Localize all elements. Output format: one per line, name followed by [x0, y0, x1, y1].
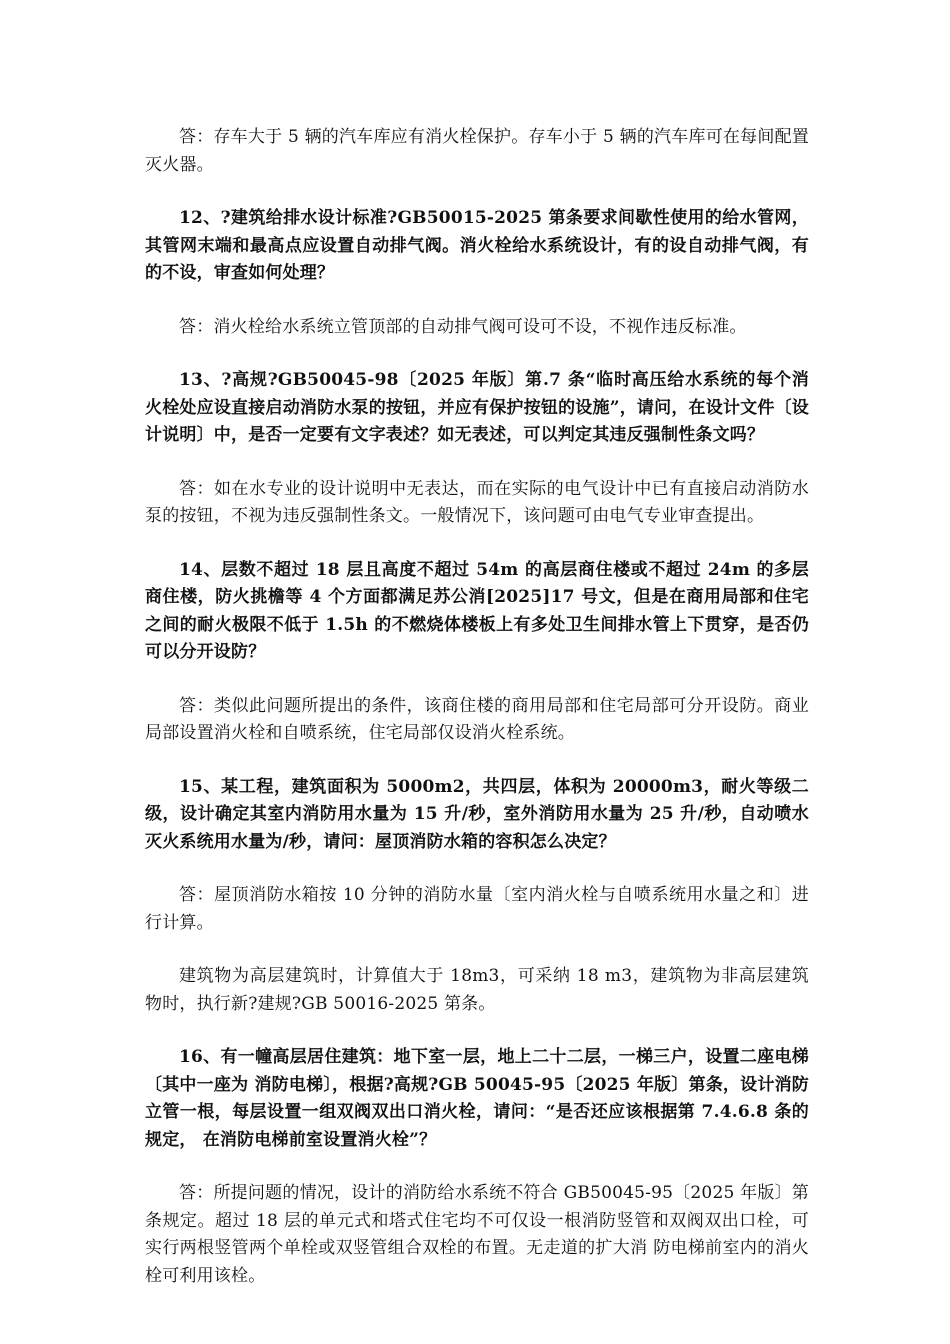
- question-paragraph-16: 16、有一幢高层居住建筑：地下室一层，地上二十二层，一梯三户，设置二座电梯〔其中一座为 消防电梯〕，根据?高规?GB 50045-95〔2025 年版〕第条，设计消防立管一根，每层设置一组双阀双出口消火栓，请问：“是否还应该根据第 7.4.6.8 条的规定， 在消防电梯前室设置消火栓”？: [145, 1047, 809, 1150]
- answer-paragraph-12: 答：消火栓给水系统立管顶部的自动排气阀可设可不设，不视作违反标准。: [179, 316, 747, 337]
- answer-paragraph: 答：存车大于 5 辆的汽车库应有消火栓保护。存车小于 5 辆的汽车库可在每间配置灭火器。: [145, 127, 809, 175]
- answer-paragraph-15: 答：屋顶消防水箱按 10 分钟的消防水量〔室内消火栓与自喷系统用水量之和〕进行计算。: [145, 885, 809, 933]
- question-paragraph-13: 13、?高规?GB50045-98〔2025 年版〕第.7 条“临时高压给水系统的每个消火栓处应设直接启动消防水泵的按钮，并应有保护按钮的设施”，请问，在设计文件〔设计说明〕中，是否一定要有文字表述？如无表述，可以判定其违反强制性条文吗？: [145, 370, 809, 445]
- answer-paragraph-16: 答：所提问题的情况，设计的消防给水系统不符合 GB50045-95〔2025 年版〕第 条规定。超过 18 层的单元式和塔式住宅均不可仅设一根消防竖管和双阀双出口栓，可实行两根竖管两个单栓或双竖管组合双栓的布置。无走道的扩大消 防电梯前室内的消火栓可利用该栓。: [145, 1183, 809, 1286]
- question-paragraph-12: 12、?建筑给排水设计标准?GB50015-2025 第条要求间歇性使用的给水管网，其管网末端和最高点应设置自动排气阀。消火栓给水系统设计，有的设自动排气阀，有的不设，审查如何处理？: [145, 208, 809, 283]
- document-page: [145, 124, 809, 1290]
- answer-paragraph-15-continued: 建筑物为高层建筑时，计算值大于 18m3，可采纳 18 m3，建筑物为非高层建筑物时，执行新?建规?GB 50016-2025 第条。: [145, 966, 809, 1014]
- question-paragraph-14: 14、层数不超过 18 层且高度不超过 54m 的高层商住楼或不超过 24m 的多层商住楼，防火挑檐等 4 个方面都满足苏公消[2025]17 号文，但是在商用局部和住宅之间的耐火极限不低于 1.5h 的不燃烧体楼板上有多处卫生间排水管上下贯穿，是否仍可以分开设防？: [145, 559, 809, 662]
- answer-paragraph-13: 答：如在水专业的设计说明中无表达，而在实际的电气设计中已有直接启动消防水泵的按钮，不视为违反强制性条文。一般情况下，该问题可由电气专业审查提出。: [145, 478, 809, 526]
- answer-paragraph-14: 答：类似此问题所提出的条件，该商住楼的商用局部和住宅局部可分开设防。商业局部设置消火栓和自喷系统，住宅局部仅设消火栓系统。: [145, 695, 809, 743]
- question-paragraph-15: 15、某工程，建筑面积为 5000m2，共四层，体积为 20000m3，耐火等级二级，设计确定其室内消防用水量为 15 升/秒，室外消防用水量为 25 升/秒，自动喷水灭火系统用水量为/秒，请问：屋顶消防水箱的容积怎么决定？: [145, 776, 809, 852]
